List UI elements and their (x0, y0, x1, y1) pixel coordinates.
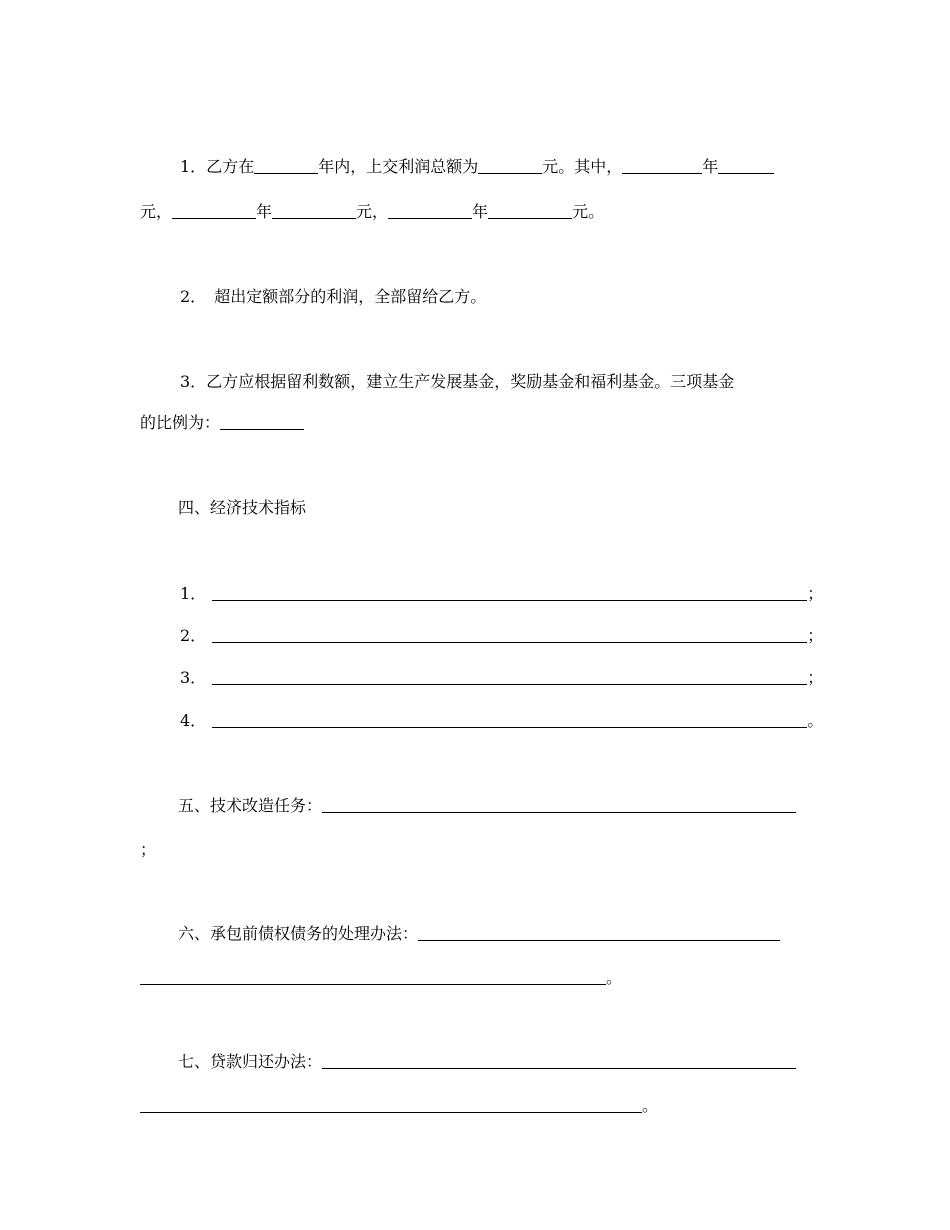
indicator-item-3 (140, 666, 823, 690)
profit-total-blank[interactable] (478, 156, 542, 174)
indicator-blank-1[interactable] (212, 583, 807, 601)
years-blank[interactable] (254, 156, 318, 174)
item1-line2 (140, 200, 604, 224)
indicator-end-1: ； (807, 584, 824, 603)
debt-handling-blank-1[interactable] (418, 923, 780, 941)
item3-text-line2: 的比例为： (140, 413, 221, 432)
indicator-number-4: 4． (180, 711, 207, 730)
item1-text-d: 年 (702, 157, 719, 176)
item3-text-line1: 乙方应根据留利数额，建立生产发展基金，奖励基金和福利基金。三项基金 (206, 372, 735, 391)
section6-end: 。 (606, 968, 623, 987)
amount1-blank[interactable] (718, 156, 774, 174)
item1-text-g: 元， (356, 202, 389, 221)
item1-text-h: 年 (472, 202, 489, 221)
section5-line1 (140, 794, 796, 818)
section4-title: 四、经济技术指标 (178, 498, 307, 517)
section6-title: 六、承包前债权债务的处理办法： (178, 924, 419, 943)
item1-text-i: 元。 (572, 202, 605, 221)
indicator-item-2 (140, 624, 823, 648)
indicator-item-4 (140, 709, 823, 733)
year1-blank[interactable] (622, 156, 702, 174)
indicator-number-2: 2． (180, 626, 207, 645)
amount2-blank[interactable] (272, 201, 356, 219)
year3-blank[interactable] (388, 201, 472, 219)
indicator-end-3: ； (807, 668, 824, 687)
indicator-item-1 (140, 582, 823, 606)
section5-line2 (140, 838, 156, 862)
amount3-blank[interactable] (488, 201, 572, 219)
loan-repay-blank-2[interactable] (140, 1095, 642, 1113)
section5-end: ； (140, 840, 157, 859)
section7-end: 。 (642, 1096, 659, 1115)
tech-upgrade-blank[interactable] (322, 795, 796, 813)
fund-ratio-blank[interactable] (220, 412, 304, 430)
item3-line1 (140, 370, 734, 394)
item1-text-a: 乙方在 (206, 157, 255, 176)
indicator-blank-4[interactable] (212, 710, 807, 728)
section5-title: 五、技术改造任务： (178, 796, 323, 815)
indicator-end-2: ； (807, 626, 824, 645)
item1-number: 1． (180, 157, 207, 176)
item2-number: 2． (180, 287, 207, 306)
item1-text-e: 元， (140, 202, 173, 221)
year2-blank[interactable] (172, 201, 256, 219)
item3-number: 3． (180, 372, 207, 391)
indicator-blank-3[interactable] (212, 667, 807, 685)
loan-repay-blank-1[interactable] (322, 1051, 796, 1069)
section7-line2 (140, 1094, 658, 1118)
item1-text-f: 年 (256, 202, 273, 221)
section6-line1 (140, 922, 780, 946)
item1-text-b: 年内，上交利润总额为 (318, 157, 479, 176)
indicator-end-4: 。 (807, 711, 824, 730)
indicator-blank-2[interactable] (212, 625, 807, 643)
item2-line (140, 285, 486, 309)
indicator-number-1: 1． (180, 584, 207, 603)
item1-line1 (140, 155, 774, 179)
section4-heading (140, 496, 306, 520)
section6-line2 (140, 966, 622, 990)
item2-text: 超出定额部分的利润，全部留给乙方。 (214, 287, 487, 306)
item1-text-c: 元。其中， (542, 157, 623, 176)
indicator-number-3: 3． (180, 668, 207, 687)
debt-handling-blank-2[interactable] (140, 967, 606, 985)
section7-line1 (140, 1050, 796, 1074)
section7-title: 七、贷款归还办法： (178, 1052, 323, 1071)
item3-line2 (140, 411, 304, 435)
